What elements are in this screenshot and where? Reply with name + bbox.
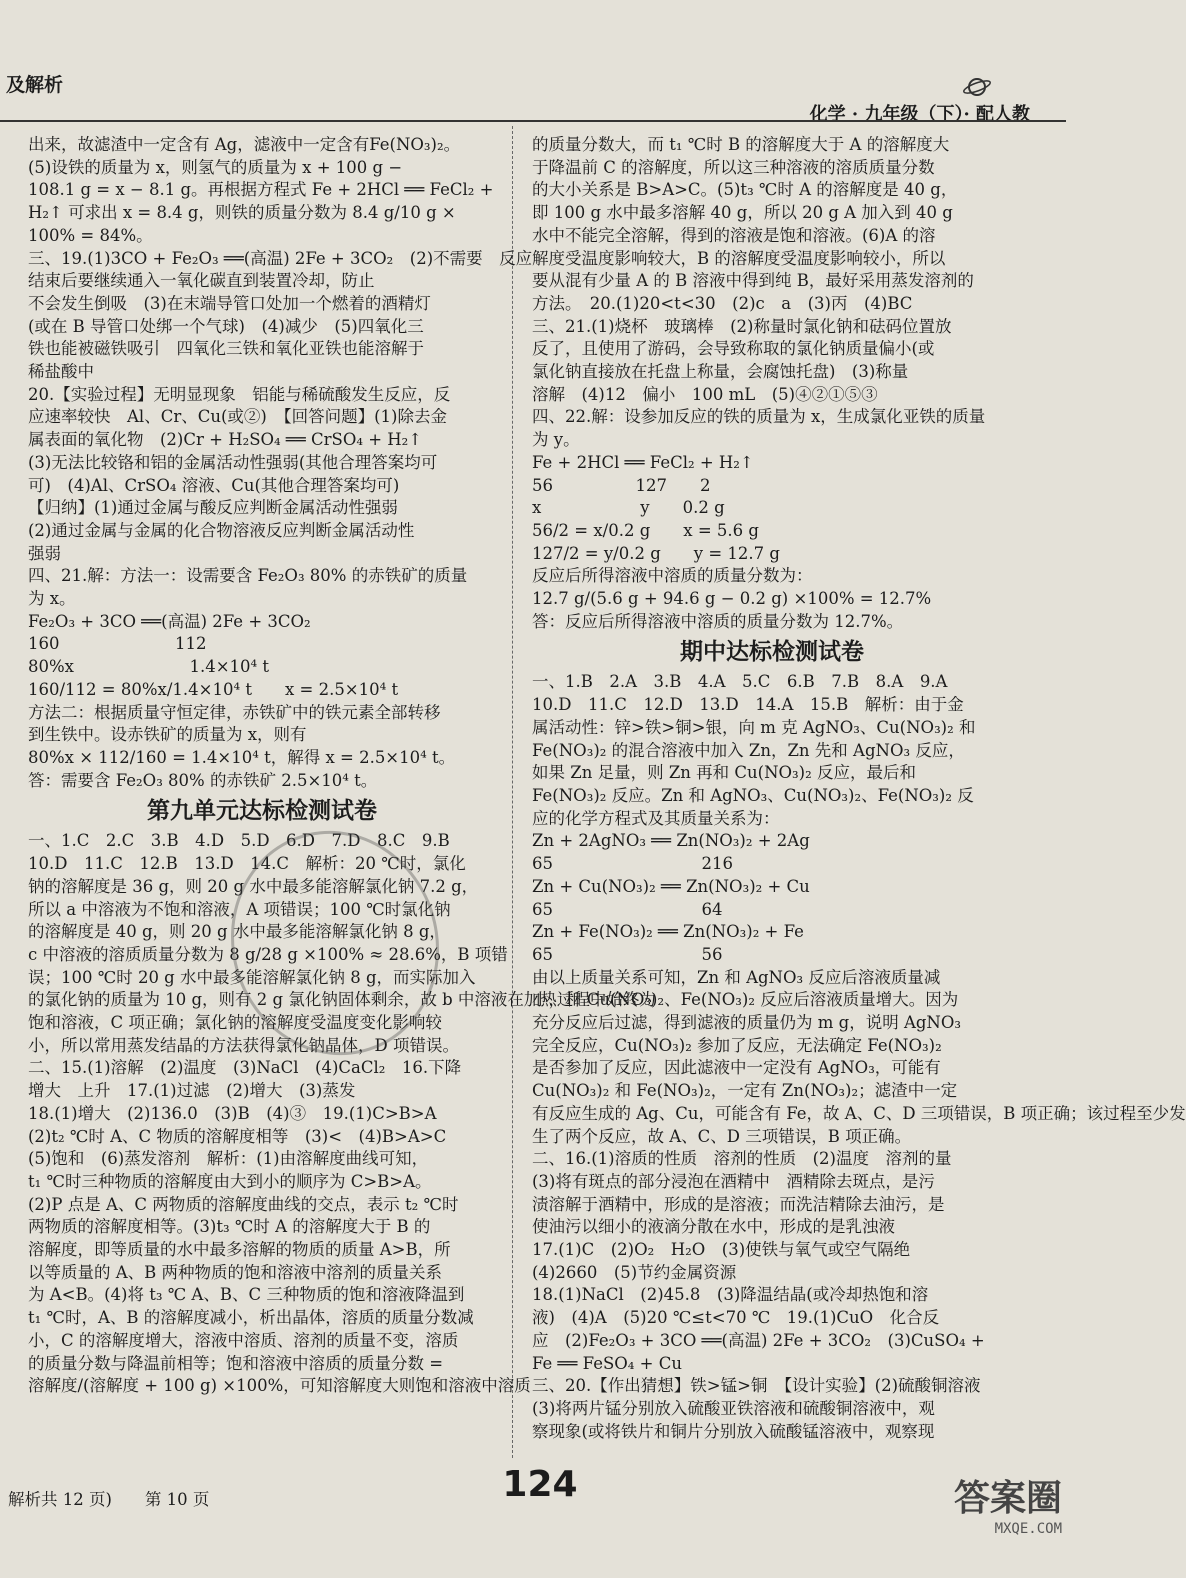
text-line: 四、21.解：方法一：设需要含 Fe₂O₃ 80% 的赤铁矿的质量 — [28, 566, 468, 586]
text-line: 可) (4)Al、CrSO₄ 溶液、Cu(其他合理答案均可) — [28, 475, 400, 495]
text-line: (3)将有斑点的部分浸泡在酒精中 酒精除去斑点，是污 — [532, 1171, 935, 1191]
text-line: (3)无法比较铬和铝的金属活动性强弱(其他合理答案均可 — [28, 452, 438, 472]
text-line: (3)将两片锰分别放入硫酸亚铁溶液和硫酸铜溶液中，观 — [532, 1398, 935, 1418]
text-line: 钠的溶解度是 36 g，则 20 g 水中最多能溶解氯化钠 7.2 g， — [28, 876, 479, 896]
text-line: 18.(1)增大 (2)136.0 (3)B (4)③ 19.(1)C>B>A — [28, 1103, 437, 1123]
header-left-text: 及解析 — [6, 74, 64, 96]
text-line: 反了，且使用了游码，会导致称取的氯化钠质量偏小(或 — [532, 339, 935, 359]
text-line: 108.1 g = x − 8.1 g。再根据方程式 Fe + 2HCl ══ FeCl₂ + — [28, 180, 494, 200]
section-title-unit-9: 第九单元达标检测试卷 — [147, 798, 377, 825]
text-line: 的大小关系是 B>A>C。(5)t₃ ℃时 A 的溶解度是 40 g， — [532, 180, 958, 200]
text-line: 小，和 Cu(NO₃)₂、Fe(NO₃)₂ 反应后溶液质量增大。因为 — [532, 990, 959, 1010]
text-line: 80%x 1.4×10⁴ t — [28, 657, 270, 677]
text-line: 100% = 84%。 — [28, 225, 153, 245]
text-line: 应速率较快 Al、Cr、Cu(或②) 【回答问题】(1)除去金 — [28, 407, 447, 427]
text-line: 使油污以细小的液滴分散在水中，形成的是乳浊液 — [532, 1217, 895, 1237]
text-line: 所以 a 中溶液为不饱和溶液，A 项错误；100 ℃时氯化钠 — [28, 899, 451, 919]
text-line: 三、20.【作出猜想】铁>锰>铜 【设计实验】(2)硫酸铜溶液 — [532, 1376, 981, 1396]
text-line: 四、22.解：设参加反应的铁的质量为 x，生成氯化亚铁的质量 — [532, 407, 986, 427]
text-line: 结束后要继续通入一氧化碳直到装置冷却，防止 — [28, 271, 375, 291]
text-line: 应的化学方程式及其质量关系为： — [532, 808, 780, 828]
text-line: (2)t₂ ℃时 A、C 物质的溶解度相等 (3)< (4)B>A>C — [28, 1126, 447, 1146]
column-divider — [512, 126, 513, 1458]
text-line: 饱和溶液，C 项正确；氯化钠的溶解度受温度变化影响较 — [28, 1013, 442, 1033]
text-line: 65 216 — [532, 854, 733, 874]
text-line: Fe(NO₃)₂ 反应。Zn 和 AgNO₃、Cu(NO₃)₂、Fe(NO₃)₂ 反 — [532, 785, 974, 805]
text-line: 增大 上升 17.(1)过滤 (2)增大 (3)蒸发 — [28, 1081, 356, 1101]
text-line: (5)饱和 (6)蒸发溶剂 解析：(1)由溶解度曲线可知， — [28, 1149, 429, 1169]
text-line: 三、19.(1)3CO + Fe₂O₃ ══(高温) 2Fe + 3CO₂ (2)不需要 反应 — [28, 248, 533, 268]
text-line: 有反应生成的 Ag、Cu，可能含有 Fe，故 A、C、D 三项错误，B 项正确；该过程至少发 — [532, 1103, 1186, 1123]
text-line: 小，所以常用蒸发结晶的方法获得氯化钠晶体，D 项错误。 — [28, 1035, 459, 1055]
text-line: 即 100 g 水中最多溶解 40 g，所以 20 g A 加入到 40 g — [532, 203, 953, 223]
text-line: 方法二：根据质量守恒定律，赤铁矿中的铁元素全部转移 — [28, 702, 441, 722]
footer-left-text: 解析共 12 页) 第 10 页 — [8, 1490, 210, 1509]
text-line: 到生铁中。设赤铁矿的质量为 x，则有 — [28, 725, 307, 745]
text-line: 误；100 ℃时 20 g 水中最多能溶解氯化钠 8 g，而实际加入 — [28, 967, 476, 987]
watermark-text: MXQE.COM — [994, 1521, 1062, 1537]
text-line: 80%x × 112/160 = 1.4×10⁴ t，解得 x = 2.5×10⁴ t。 — [28, 747, 456, 767]
text-line: 液) (4)A (5)20 ℃≤t<70 ℃ 19.(1)CuO 化合反 — [532, 1308, 940, 1328]
text-line: (或在 B 导管口处绑一个气球) (4)减少 (5)四氧化三 — [28, 316, 424, 336]
text-line: 以等质量的 A、B 两种物质的饱和溶液中溶剂的质量关系 — [28, 1262, 443, 1282]
text-line: x y 0.2 g — [532, 498, 725, 518]
text-line: c 中溶液的溶质质量分数为 8 g/28 g ×100% ≈ 28.6%，B 项错 — [28, 944, 508, 964]
text-line: 如果 Zn 足量，则 Zn 再和 Cu(NO₃)₂ 反应，最后和 — [532, 763, 916, 783]
text-line: 65 56 — [532, 944, 723, 964]
text-line: Fe ══ FeSO₄ + Cu — [532, 1353, 682, 1373]
text-line: 答：反应后所得溶液中溶质的质量分数为 12.7%。 — [532, 611, 904, 631]
text-line: 三、21.(1)烧杯 玻璃棒 (2)称量时氯化钠和砝码位置放 — [532, 316, 952, 336]
text-line: 应 (2)Fe₂O₃ + 3CO ══(高温) 2Fe + 3CO₂ (3)CuSO₄ + — [532, 1330, 985, 1350]
text-line: Zn + Fe(NO₃)₂ ══ Zn(NO₃)₂ + Fe — [532, 922, 804, 942]
watermark — [954, 1470, 1062, 1537]
text-line: 稀盐酸中 — [28, 362, 94, 382]
text-line: 为 x。 — [28, 589, 76, 609]
text-line: Zn + 2AgNO₃ ══ Zn(NO₃)₂ + 2Ag — [532, 831, 810, 851]
text-line: 20.【实验过程】无明显现象 铝能与稀硫酸发生反应，反 — [28, 384, 451, 404]
text-line: 17.(1)C (2)O₂ H₂O (3)使铁与氧气或空气隔绝 — [532, 1240, 911, 1260]
text-line: 溶解度，即等质量的水中最多溶解的物质的质量 A>B，所 — [28, 1240, 451, 1260]
text-line: 为 y。 — [532, 430, 580, 450]
text-line: 氯化钠直接放在托盘上称量，会腐蚀托盘) (3)称量 — [532, 362, 909, 382]
text-line: (4)2660 (5)节约金属资源 — [532, 1262, 737, 1282]
text-line: Zn + Cu(NO₃)₂ ══ Zn(NO₃)₂ + Cu — [532, 876, 810, 896]
text-line: 127/2 = y/0.2 g y = 12.7 g — [532, 543, 780, 563]
text-line: 56/2 = x/0.2 g x = 5.6 g — [532, 520, 759, 540]
text-line: Fe₂O₃ + 3CO ══(高温) 2Fe + 3CO₂ — [28, 611, 311, 631]
right-lines-part-1 — [532, 134, 1012, 633]
text-line: 反应后所得溶液中溶质的质量分数为： — [532, 566, 813, 586]
text-line: 160/112 = 80%x/1.4×10⁴ t x = 2.5×10⁴ t — [28, 679, 399, 699]
text-line: 于降温前 C 的溶解度，所以这三种溶液的溶质质量分数 — [532, 157, 935, 177]
text-line: 10.D 11.C 12.D 13.D 14.A 15.B 解析：由于金 — [532, 695, 964, 715]
text-line: 小，C 的溶解度增大，溶液中溶质、溶剂的质量不变，溶质 — [28, 1330, 459, 1350]
text-line: 由以上质量关系可知，Zn 和 AgNO₃ 反应后溶液质量减 — [532, 967, 941, 987]
text-line: 充分反应后过滤，得到滤液的质量仍为 m g，说明 AgNO₃ — [532, 1013, 961, 1033]
text-line: 为 A<B。(4)将 t₃ ℃ A、B、C 三种物质的饱和溶液降温到 — [28, 1285, 465, 1305]
right-lines-part-2 — [532, 671, 1186, 1443]
text-line: 属活动性：锌>铁>铜>银，向 m 克 AgNO₃、Cu(NO₃)₂ 和 — [532, 717, 976, 737]
text-line: 的氯化钠的质量为 10 g，则有 2 g 氯化钠固体剩余，故 b 中溶液在加热过程中始终为 — [28, 990, 656, 1010]
text-line: 生了两个反应，故 A、C、D 三项错误，B 项正确。 — [532, 1126, 912, 1146]
text-line: Fe(NO₃)₂ 的混合溶液中加入 Zn，Zn 先和 AgNO₃ 反应， — [532, 740, 965, 760]
watermark-logo-icon: 答案圈 — [953, 1478, 1062, 1519]
text-line: 160 112 — [28, 634, 207, 654]
text-line: 完全反应，Cu(NO₃)₂ 参加了反应，无法确定 Fe(NO₃)₂ — [532, 1035, 942, 1055]
text-line: 65 64 — [532, 899, 723, 919]
text-line: 一、1.B 2.A 3.B 4.A 5.C 6.B 7.B 8.A 9.A — [532, 672, 948, 692]
left-lines-part-1 — [28, 134, 533, 792]
text-line: Cu(NO₃)₂ 和 Fe(NO₃)₂，一定有 Zn(NO₃)₂；滤渣中一定 — [532, 1081, 958, 1101]
text-line: 铁也能被磁铁吸引 四氧化三铁和氧化亚铁也能溶解于 — [28, 339, 424, 359]
text-line: H₂↑ 可求出 x = 8.4 g，则铁的质量分数为 8.4 g/10 g × — [28, 203, 456, 223]
planet-icon — [962, 76, 992, 98]
text-line: (2)通过金属与金属的化合物溶液反应判断金属活动性 — [28, 520, 415, 540]
text-line: (2)P 点是 A、C 两物质的溶解度曲线的交点，表示 t₂ ℃时 — [28, 1194, 459, 1214]
page-number: 124 — [502, 1464, 578, 1505]
text-line: 溶解度/(溶解度 + 100 g) ×100%，可知溶解度大则饱和溶液中溶质 — [28, 1376, 531, 1396]
text-line: t₁ ℃时三种物质的溶解度由大到小的顺序为 C>B>A。 — [28, 1171, 432, 1191]
text-line: 方法。 20.(1)20<t<30 (2)c a (3)丙 (4)BC — [532, 293, 913, 313]
header-rule — [0, 120, 1066, 122]
text-line: 是否参加了反应，因此滤液中一定没有 AgNO₃，可能有 — [532, 1058, 941, 1078]
text-line: 的溶解度是 40 g，则 20 g 水中最多能溶解氯化钠 8 g， — [28, 922, 446, 942]
text-line: 水中不能完全溶解，得到的溶液是饱和溶液。(6)A 的溶 — [532, 225, 936, 245]
text-line: 要从混有少量 A 的 B 溶液中得到纯 B，最好采用蒸发溶剂的 — [532, 271, 974, 291]
text-line: Fe + 2HCl ══ FeCl₂ + H₂↑ — [532, 452, 754, 472]
text-line: t₁ ℃时，A、B 的溶解度减小，析出晶体，溶质的质量分数减 — [28, 1308, 474, 1328]
text-line: 出来，故滤渣中一定含有 Ag，滤液中一定含有Fe(NO₃)₂。 — [28, 135, 461, 154]
text-line: 的质量分数大，而 t₁ ℃时 B 的溶解度大于 A 的溶解度大 — [532, 135, 950, 154]
text-line: 渍溶解于酒精中，形成的是溶液；而洗洁精除去油污，是 — [532, 1194, 945, 1214]
text-line: 二、16.(1)溶质的性质 溶剂的性质 (2)温度 溶剂的量 — [532, 1149, 952, 1169]
header-right-text: 化学 · 九年级（下）· 配人教 — [809, 104, 1030, 125]
text-line: (5)设铁的质量为 x，则氢气的质量为 x + 100 g − — [28, 157, 403, 177]
text-line: 的质量分数与降温前相等；饱和溶液中溶质的质量分数 = — [28, 1353, 444, 1373]
section-title-midterm: 期中达标检测试卷 — [680, 639, 864, 666]
text-line: 溶解 (4)12 偏小 100 mL (5)④②①⑤③ — [532, 384, 878, 404]
text-line: 10.D 11.C 12.B 13.D 14.C 解析：20 ℃时，氯化 — [28, 854, 466, 874]
text-line: 二、15.(1)溶解 (2)温度 (3)NaCl (4)CaCl₂ 16.下降 — [28, 1058, 462, 1078]
text-line: 答：需要含 Fe₂O₃ 80% 的赤铁矿 2.5×10⁴ t。 — [28, 770, 378, 790]
text-line: 解度受温度影响较大，B 的溶解度受温度影响较小，所以 — [532, 248, 946, 268]
text-line: 不会发生倒吸 (3)在末端导管口处加一个燃着的酒精灯 — [28, 293, 431, 313]
text-line: 18.(1)NaCl (2)45.8 (3)降温结晶(或冷却热饱和溶 — [532, 1285, 929, 1305]
text-line: 属表面的氧化物 (2)Cr + H₂SO₄ ══ CrSO₄ + H₂↑ — [28, 430, 423, 450]
text-line: 一、1.C 2.C 3.B 4.D 5.D 6.D 7.D 8.C 9.B — [28, 831, 450, 851]
text-line: 【归纳】(1)通过金属与酸反应判断金属活动性强弱 — [28, 498, 398, 518]
right-column — [532, 134, 1186, 1443]
text-line: 两物质的溶解度相等。(3)t₃ ℃时 A 的溶解度大于 B 的 — [28, 1217, 431, 1237]
text-line: 56 127 2 — [532, 475, 711, 495]
text-line: 12.7 g/(5.6 g + 94.6 g − 0.2 g) ×100% = 12.7% — [532, 589, 932, 609]
text-line: 察现象(或将铁片和铜片分别放入硫酸锰溶液中，观察现 — [532, 1421, 935, 1441]
text-line: 强弱 — [28, 543, 61, 563]
